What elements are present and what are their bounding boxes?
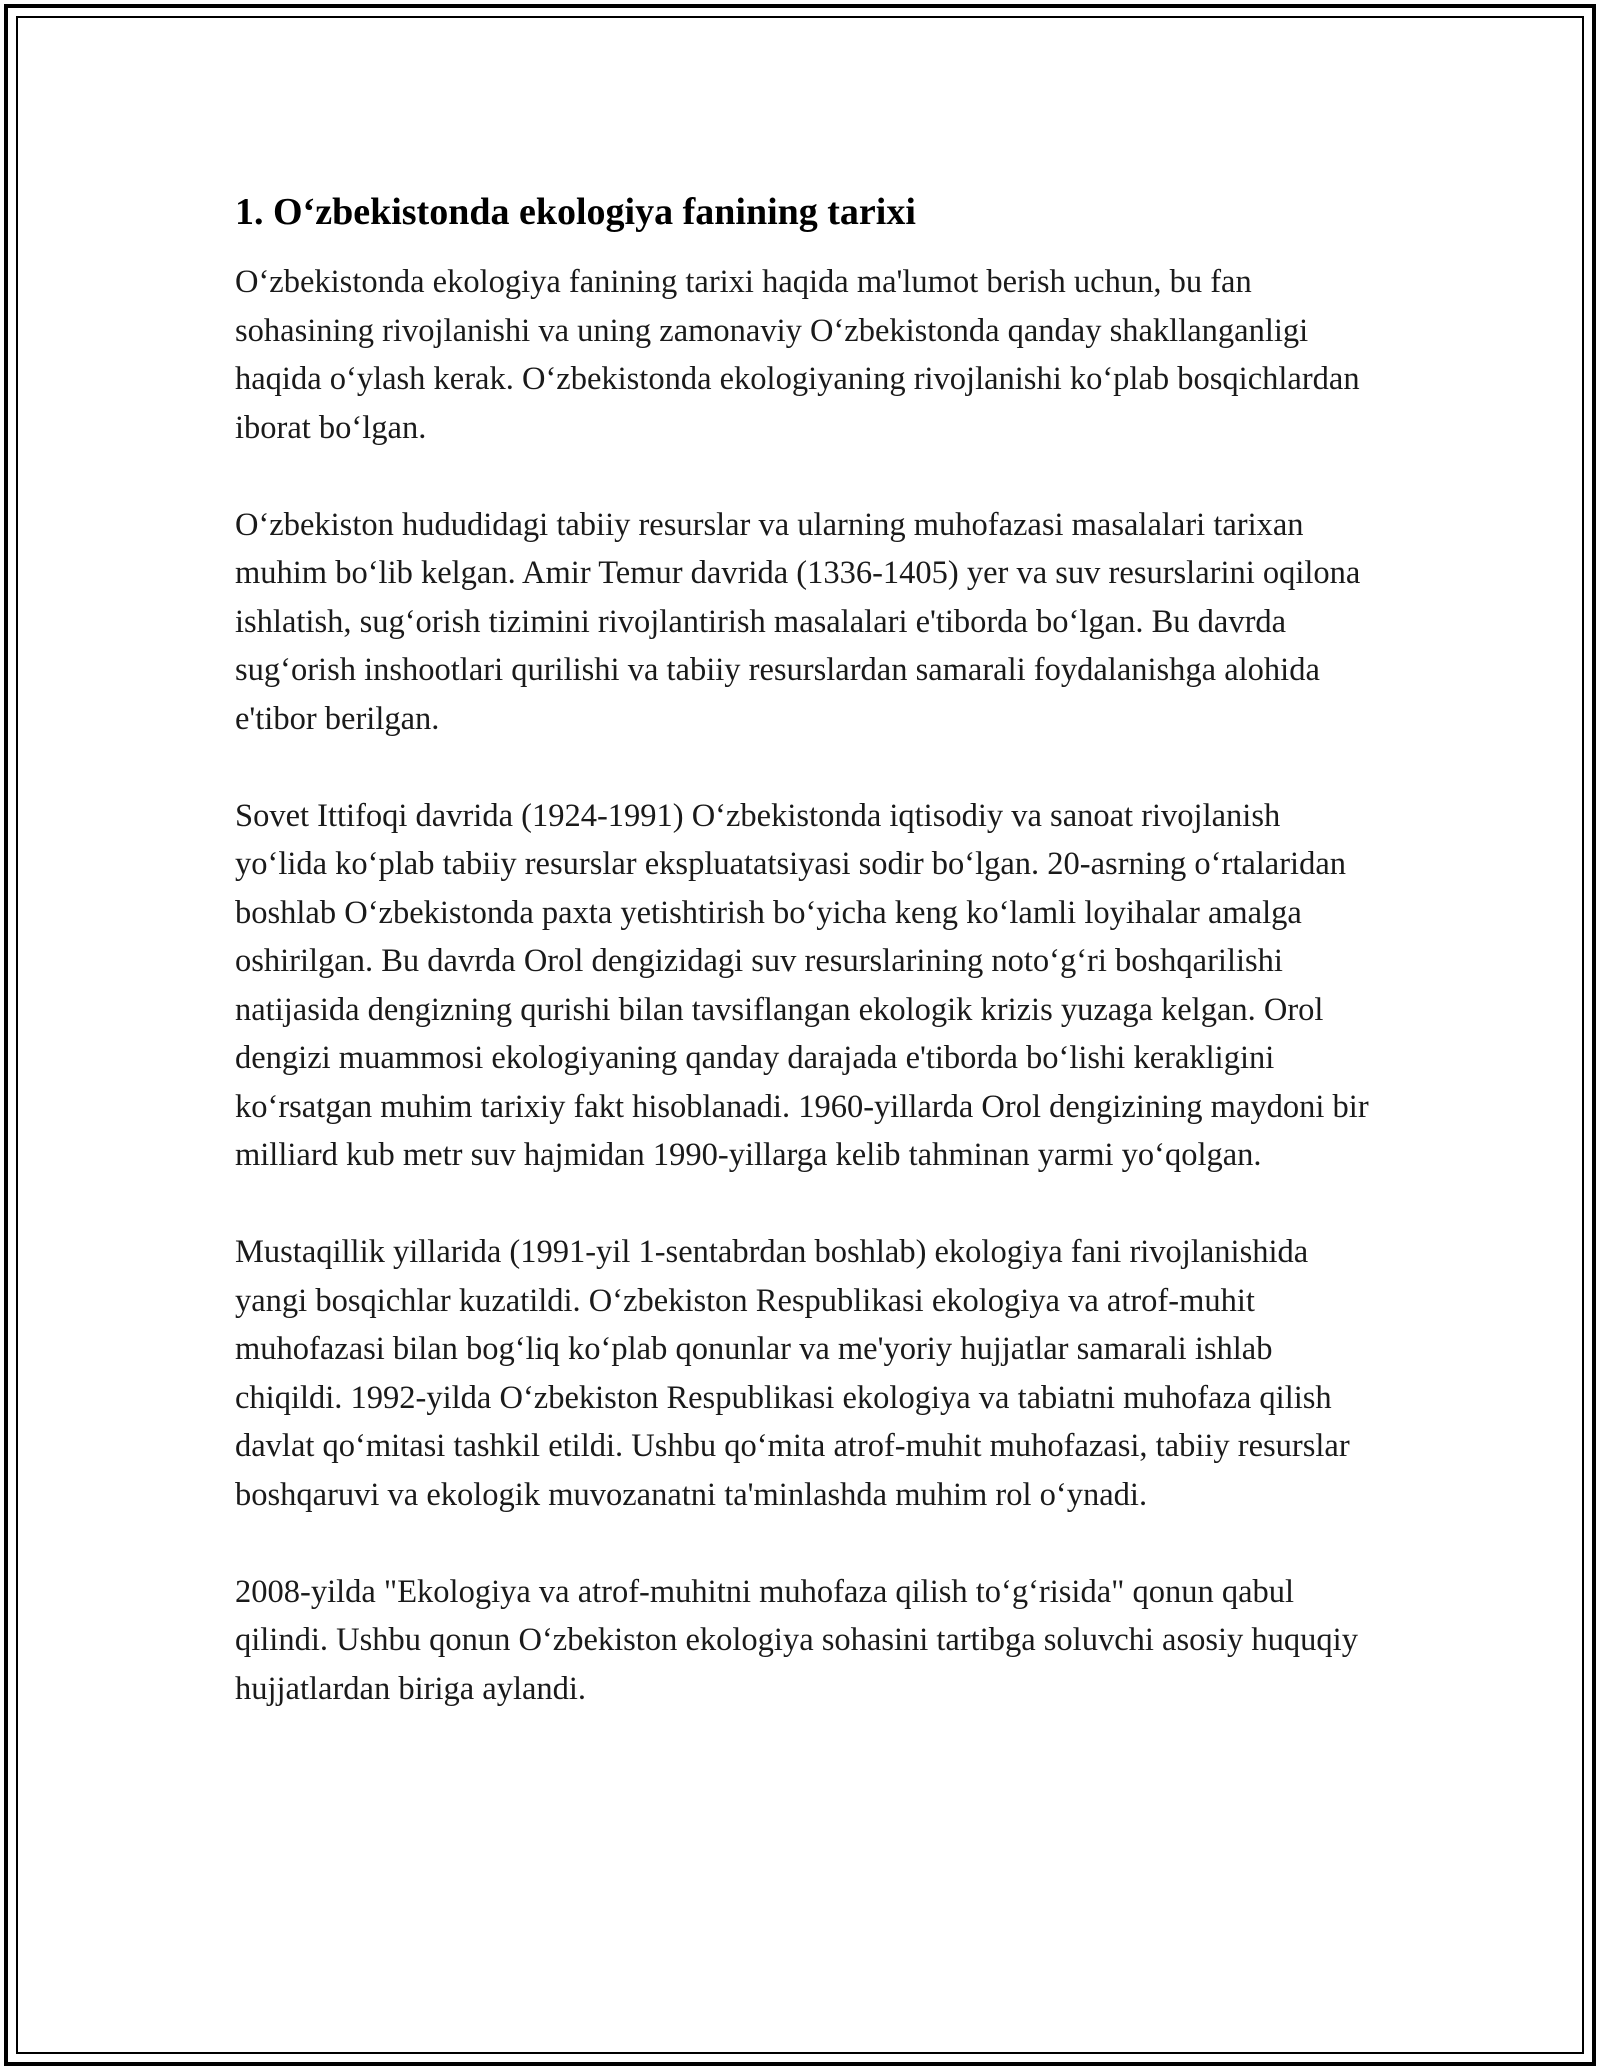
paragraph-amir-temur: O‘zbekiston hududidagi tabiiy resurslar va ularning muhofazasi masalalari tarixan muhim bo‘lib kelgan. Amir Temur davrida (1336-1405) yer va suv resurslarini oqilona ishlatish, sug‘orish tizimini rivojlantirish masalalari e'tiborda bo‘lgan. Bu davrda sug‘orish inshootlari qurilishi va tabiiy resurslardan samarali foydalanishga alohida e'tibor berilgan. <box>235 506 1361 737</box>
paragraph-intro: O‘zbekistonda ekologiya fanining tarixi haqida ma'lumot berish uchun, bu fan sohasining rivojlanishi va uning zamonaviy O‘zbekistonda qanday shakllanganligi haqida o‘ylash kerak. O‘zbekistonda ekologiyaning rivojlanishi ko‘plab bosqichlardan iborat bo‘lgan. <box>235 264 1360 446</box>
paragraph-soviet-period: Sovet Ittifoqi davrida (1924-1991) O‘zbekistonda iqtisodiy va sanoat rivojlanish yo‘lida ko‘plab tabiiy resurslar ekspluatatsiyasi sodir bo‘lgan. 20-asrning o‘rtalaridan boshlab O‘zbekistonda paxta yetishtirish bo‘yicha keng ko‘lamli loyihalar amalga oshirilgan. Bu davrda Orol dengizidagi suv resurslarining noto‘g‘ri boshqarilishi natijasida dengizning qurishi bilan tavsiflangan ekologik krizis yuzaga kelgan. Orol dengizi muammosi ekologiyaning qanday darajada e'tiborda bo‘lishi kerakligini ko‘rsatgan muhim tarixiy fakt hisoblanadi. 1960-yillarda Orol dengizining maydoni bir milliard kub metr suv hajmidan 1990-yillarga kelib tahminan yarmi yo‘qolgan. <box>235 797 1369 1173</box>
section-heading: 1. O‘zbekistonda ekologiya fanining tarixi <box>235 191 916 233</box>
document-body <box>235 188 1370 1762</box>
paragraph-2008-law: 2008-yilda "Ekologiya va atrof-muhitni muhofaza qilish to‘g‘risida" qonun qabul qilindi. Ushbu qonun O‘zbekiston ekologiya sohasini tartibga soluvchi asosiy huquqiy hujjatlardan biriga aylandi. <box>235 1573 1358 1707</box>
paragraph-independence: Mustaqillik yillarida (1991-yil 1-sentabrdan boshlab) ekologiya fani rivojlanishida yangi bosqichlar kuzatildi. O‘zbekiston Respublikasi ekologiya va atrof-muhit muhofazasi bilan bog‘liq ko‘plab qonunlar va me'yoriy hujjatlar samarali ishlab chiqildi. 1992-yilda O‘zbekiston Respublikasi ekologiya va tabiatni muhofaza qilish davlat qo‘mitasi tashkil etildi. Ushbu qo‘mita atrof-muhit muhofazasi, tabiiy resurslar boshqaruvi va ekologik muvozanatni ta'minlashda muhim rol o‘ynadi. <box>235 1234 1350 1513</box>
